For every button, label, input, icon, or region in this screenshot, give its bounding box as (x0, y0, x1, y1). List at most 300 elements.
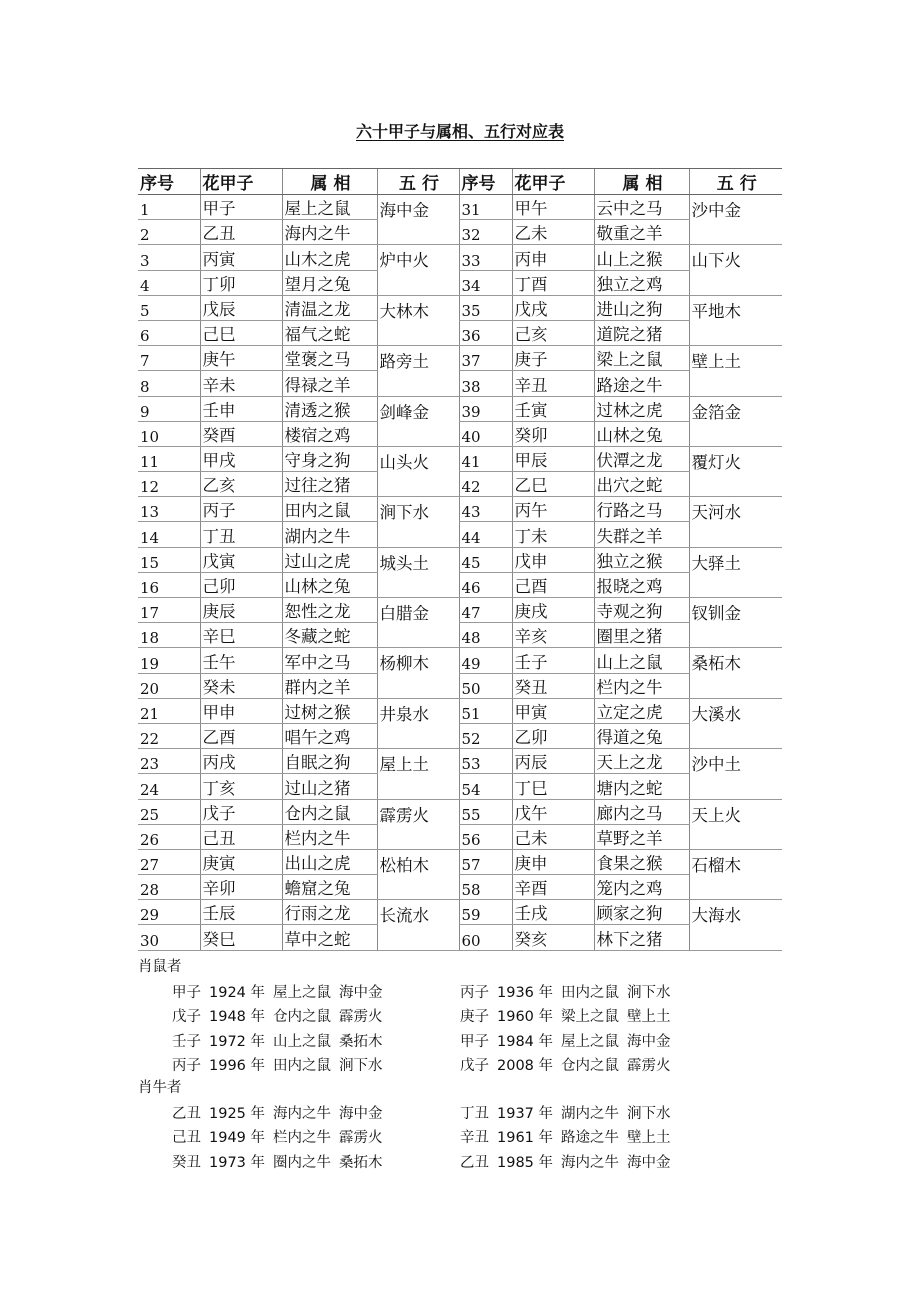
cell-index: 56 (459, 824, 512, 849)
cell-zodiac: 得禄之羊 (282, 371, 377, 396)
cell-element: 炉中火 (377, 245, 459, 295)
cell-element: 平地木 (689, 295, 782, 345)
cell-zodiac: 自眠之狗 (282, 749, 377, 774)
cell-index: 23 (138, 749, 200, 774)
cell-element: 沙中土 (689, 749, 782, 799)
entry-zodiac: 田内之鼠 (273, 1057, 332, 1074)
cell-element: 石榴木 (689, 849, 782, 899)
entry-element: 霹雳火 (627, 1057, 671, 1074)
entry-ganzhi: 丙子 (172, 1057, 201, 1074)
entry-element: 壁上土 (627, 1130, 671, 1147)
cell-index: 40 (459, 421, 512, 446)
cell-index: 20 (138, 673, 200, 698)
cell-zodiac: 山上之鼠 (594, 648, 689, 673)
cell-element: 大林木 (377, 295, 459, 345)
table-row (138, 673, 782, 698)
cell-index: 36 (459, 320, 512, 345)
entry-ganzhi: 丙子 (460, 985, 489, 1001)
entry-ganzhi: 丁丑 (460, 1106, 489, 1122)
entry-year: 1925 年 (209, 1106, 266, 1122)
cell-zodiac: 出山之虎 (282, 849, 377, 874)
year-entry (460, 1126, 679, 1147)
cell-zodiac: 独立之鸡 (594, 270, 689, 295)
cell-ganzhi: 乙丑 (200, 220, 282, 245)
cell-index: 27 (138, 849, 200, 874)
cell-index: 38 (459, 371, 512, 396)
entry-zodiac: 仓内之鼠 (561, 1057, 620, 1074)
cell-ganzhi: 甲寅 (512, 698, 594, 723)
cell-ganzhi: 壬寅 (512, 396, 594, 421)
cell-ganzhi: 甲申 (200, 698, 282, 723)
entry-year: 1972 年 (209, 1033, 266, 1050)
cell-element: 山下火 (689, 245, 782, 295)
cell-index: 30 (138, 925, 200, 950)
cell-zodiac: 屋上之鼠 (282, 195, 377, 220)
cell-ganzhi: 庚午 (200, 346, 282, 371)
table-row (138, 195, 782, 220)
cell-ganzhi: 癸酉 (200, 421, 282, 446)
entry-ganzhi: 戊子 (172, 1009, 201, 1026)
cell-ganzhi: 己丑 (200, 824, 282, 849)
cell-index: 24 (138, 774, 200, 799)
entry-element: 桑拓木 (339, 1154, 383, 1171)
section-heading: 肖牛者 (138, 1080, 182, 1096)
entry-element: 海中金 (339, 1106, 383, 1122)
cell-zodiac: 守身之狗 (282, 446, 377, 471)
cell-zodiac: 田内之鼠 (282, 497, 377, 522)
cell-element: 剑峰金 (377, 396, 459, 446)
cell-index: 1 (138, 195, 200, 220)
cell-zodiac: 过树之猴 (282, 698, 377, 723)
cell-ganzhi: 辛巳 (200, 623, 282, 648)
cell-index: 9 (138, 396, 200, 421)
cell-ganzhi: 戊寅 (200, 547, 282, 572)
entry-zodiac: 屋上之鼠 (561, 1033, 620, 1050)
cell-index: 41 (459, 446, 512, 471)
table-row (138, 396, 782, 421)
cell-index: 43 (459, 497, 512, 522)
cell-zodiac: 廊内之马 (594, 799, 689, 824)
cell-ganzhi: 丁未 (512, 522, 594, 547)
cell-element: 白腊金 (377, 598, 459, 648)
cell-index: 35 (459, 295, 512, 320)
table-row (138, 849, 782, 874)
cell-element: 沙中金 (689, 195, 782, 245)
cell-ganzhi: 丙戌 (200, 749, 282, 774)
cell-index: 15 (138, 547, 200, 572)
entry-zodiac: 栏内之牛 (273, 1130, 332, 1147)
cell-index: 46 (459, 572, 512, 597)
cell-zodiac: 寺观之狗 (594, 598, 689, 623)
entry-element: 霹雳火 (339, 1009, 383, 1026)
entry-zodiac: 屋上之鼠 (273, 985, 332, 1001)
cell-zodiac: 塘内之蛇 (594, 774, 689, 799)
cell-zodiac: 群内之羊 (282, 673, 377, 698)
table-row (138, 925, 782, 950)
cell-ganzhi: 癸巳 (200, 925, 282, 950)
table-row (138, 824, 782, 849)
cell-index: 37 (459, 346, 512, 371)
entry-ganzhi: 癸丑 (172, 1154, 201, 1171)
cell-ganzhi: 乙酉 (200, 723, 282, 748)
cell-element: 天上火 (689, 799, 782, 849)
header-zodiac: 属 相 (282, 169, 377, 195)
year-entry (172, 1054, 391, 1075)
cell-index: 6 (138, 320, 200, 345)
cell-index: 55 (459, 799, 512, 824)
cell-index: 45 (459, 547, 512, 572)
cell-index: 3 (138, 245, 200, 270)
cell-zodiac: 食果之猴 (594, 849, 689, 874)
cell-index: 19 (138, 648, 200, 673)
cell-ganzhi: 戊午 (512, 799, 594, 824)
cell-element: 山头火 (377, 446, 459, 496)
table-row (138, 572, 782, 597)
cell-zodiac: 圈里之猪 (594, 623, 689, 648)
cell-ganzhi: 辛亥 (512, 623, 594, 648)
cell-zodiac: 出穴之蛇 (594, 472, 689, 497)
cell-zodiac: 清温之龙 (282, 295, 377, 320)
table-row (138, 320, 782, 345)
year-entry (172, 1005, 391, 1026)
cell-zodiac: 唱午之鸡 (282, 723, 377, 748)
cell-index: 42 (459, 472, 512, 497)
cell-ganzhi: 己卯 (200, 572, 282, 597)
cell-index: 10 (138, 421, 200, 446)
year-entry (172, 1102, 391, 1123)
cell-zodiac: 山木之虎 (282, 245, 377, 270)
cell-element: 霹雳火 (377, 799, 459, 849)
cell-index: 33 (459, 245, 512, 270)
cell-ganzhi: 乙卯 (512, 723, 594, 748)
year-entry (460, 1102, 679, 1123)
entry-year: 2008 年 (497, 1057, 554, 1074)
cell-index: 47 (459, 598, 512, 623)
cell-zodiac: 报晓之鸡 (594, 572, 689, 597)
cell-zodiac: 栏内之牛 (282, 824, 377, 849)
cell-index: 28 (138, 875, 200, 900)
cell-zodiac: 立定之虎 (594, 698, 689, 723)
cell-zodiac: 冬藏之蛇 (282, 623, 377, 648)
table-row (138, 270, 782, 295)
cell-zodiac: 楼宿之鸡 (282, 421, 377, 446)
cell-zodiac: 福气之蛇 (282, 320, 377, 345)
cell-index: 5 (138, 295, 200, 320)
table-row (138, 245, 782, 270)
cell-zodiac: 行路之马 (594, 497, 689, 522)
entry-ganzhi: 庚子 (460, 1009, 489, 1026)
year-entry (172, 1151, 391, 1172)
table-row (138, 497, 782, 522)
cell-zodiac: 山林之兔 (282, 572, 377, 597)
table-row (138, 346, 782, 371)
cell-ganzhi: 乙亥 (200, 472, 282, 497)
entry-element: 桑拓木 (339, 1033, 383, 1050)
cell-index: 11 (138, 446, 200, 471)
cell-index: 4 (138, 270, 200, 295)
table-header-row (138, 169, 782, 195)
table-row (138, 774, 782, 799)
cell-zodiac: 路途之牛 (594, 371, 689, 396)
cell-ganzhi: 庚申 (512, 849, 594, 874)
cell-zodiac: 草野之羊 (594, 824, 689, 849)
cell-zodiac: 清透之猴 (282, 396, 377, 421)
header-index: 序号 (459, 169, 512, 195)
cell-index: 25 (138, 799, 200, 824)
table-row (138, 799, 782, 824)
entry-zodiac: 山上之鼠 (273, 1033, 332, 1050)
table-row (138, 472, 782, 497)
cell-index: 49 (459, 648, 512, 673)
entry-year: 1924 年 (209, 985, 266, 1001)
table-row (138, 598, 782, 623)
cell-element: 天河水 (689, 497, 782, 547)
cell-zodiac: 进山之狗 (594, 295, 689, 320)
table-row (138, 220, 782, 245)
cell-zodiac: 山林之兔 (594, 421, 689, 446)
table-row (138, 421, 782, 446)
cell-element: 大海水 (689, 900, 782, 950)
cell-ganzhi: 壬子 (512, 648, 594, 673)
entry-element: 霹雳火 (339, 1130, 383, 1147)
header-element: 五 行 (377, 169, 459, 195)
table-row (138, 623, 782, 648)
cell-index: 14 (138, 522, 200, 547)
cell-index: 26 (138, 824, 200, 849)
cell-zodiac: 失群之羊 (594, 522, 689, 547)
cell-index: 32 (459, 220, 512, 245)
entry-ganzhi: 甲子 (460, 1033, 489, 1050)
header-index: 序号 (138, 169, 200, 195)
cell-ganzhi: 甲辰 (512, 446, 594, 471)
table-row (138, 900, 782, 925)
entry-zodiac: 湖内之牛 (561, 1106, 620, 1122)
table-row (138, 547, 782, 572)
cell-ganzhi: 己酉 (512, 572, 594, 597)
cell-ganzhi: 丁酉 (512, 270, 594, 295)
cell-ganzhi: 壬申 (200, 396, 282, 421)
entry-zodiac: 路途之牛 (561, 1130, 620, 1147)
cell-index: 21 (138, 698, 200, 723)
table-row (138, 371, 782, 396)
header-ganzhi: 花甲子 (200, 169, 282, 195)
year-entry (460, 981, 679, 1002)
entry-year: 1984 年 (497, 1033, 554, 1050)
cell-ganzhi: 己亥 (512, 320, 594, 345)
table-row (138, 749, 782, 774)
cell-index: 48 (459, 623, 512, 648)
cell-ganzhi: 庚辰 (200, 598, 282, 623)
table-row (138, 295, 782, 320)
cell-zodiac: 草中之蛇 (282, 925, 377, 950)
cell-ganzhi: 丁卯 (200, 270, 282, 295)
cell-index: 7 (138, 346, 200, 371)
cell-zodiac: 梁上之鼠 (594, 346, 689, 371)
cell-ganzhi: 甲午 (512, 195, 594, 220)
cell-zodiac: 独立之猴 (594, 547, 689, 572)
entry-year: 1960 年 (497, 1009, 554, 1026)
cell-element: 杨柳木 (377, 648, 459, 698)
cell-element: 桑柘木 (689, 648, 782, 698)
cell-index: 39 (459, 396, 512, 421)
cell-index: 34 (459, 270, 512, 295)
entry-ganzhi: 乙丑 (172, 1106, 201, 1122)
cell-zodiac: 伏潭之龙 (594, 446, 689, 471)
cell-element: 涧下水 (377, 497, 459, 547)
cell-zodiac: 过山之虎 (282, 547, 377, 572)
cell-ganzhi: 壬午 (200, 648, 282, 673)
sexagenary-table (138, 168, 782, 951)
cell-ganzhi: 己巳 (200, 320, 282, 345)
cell-ganzhi: 庚子 (512, 346, 594, 371)
cell-ganzhi: 丙申 (512, 245, 594, 270)
cell-zodiac: 海内之牛 (282, 220, 377, 245)
cell-zodiac: 湖内之牛 (282, 522, 377, 547)
cell-element: 金箔金 (689, 396, 782, 446)
cell-zodiac: 仓内之鼠 (282, 799, 377, 824)
cell-ganzhi: 乙巳 (512, 472, 594, 497)
cell-element: 壁上土 (689, 346, 782, 396)
entry-year: 1996 年 (209, 1057, 266, 1074)
cell-index: 13 (138, 497, 200, 522)
cell-index: 31 (459, 195, 512, 220)
entry-element: 涧下水 (627, 985, 671, 1001)
entry-zodiac: 田内之鼠 (561, 985, 620, 1001)
year-entry (460, 1151, 679, 1172)
cell-ganzhi: 庚戌 (512, 598, 594, 623)
cell-element: 长流水 (377, 900, 459, 950)
table-row (138, 648, 782, 673)
cell-element: 大驿土 (689, 547, 782, 597)
cell-ganzhi: 甲戌 (200, 446, 282, 471)
cell-index: 2 (138, 220, 200, 245)
cell-zodiac: 顾家之狗 (594, 900, 689, 925)
cell-zodiac: 敬重之羊 (594, 220, 689, 245)
table-row (138, 522, 782, 547)
cell-element: 屋上土 (377, 749, 459, 799)
cell-ganzhi: 辛卯 (200, 875, 282, 900)
table-row (138, 723, 782, 748)
entry-zodiac: 圈内之牛 (273, 1154, 332, 1171)
cell-element: 大溪水 (689, 698, 782, 748)
cell-zodiac: 得道之兔 (594, 723, 689, 748)
header-ganzhi: 花甲子 (512, 169, 594, 195)
cell-index: 52 (459, 723, 512, 748)
cell-ganzhi: 壬辰 (200, 900, 282, 925)
entry-ganzhi: 甲子 (172, 985, 201, 1001)
entry-ganzhi: 辛丑 (460, 1130, 489, 1147)
cell-ganzhi: 丁巳 (512, 774, 594, 799)
header-element: 五 行 (689, 169, 782, 195)
year-entry (460, 1030, 679, 1051)
cell-index: 22 (138, 723, 200, 748)
entry-element: 海中金 (627, 1154, 671, 1171)
cell-ganzhi: 壬戌 (512, 900, 594, 925)
entry-element: 壁上土 (627, 1009, 671, 1026)
cell-ganzhi: 丙子 (200, 497, 282, 522)
cell-zodiac: 山上之猴 (594, 245, 689, 270)
cell-element: 松柏木 (377, 849, 459, 899)
cell-zodiac: 天上之龙 (594, 749, 689, 774)
cell-index: 51 (459, 698, 512, 723)
year-entry (172, 1126, 391, 1147)
cell-ganzhi: 戊申 (512, 547, 594, 572)
entry-ganzhi: 己丑 (172, 1130, 201, 1147)
cell-index: 16 (138, 572, 200, 597)
cell-zodiac: 恕性之龙 (282, 598, 377, 623)
cell-index: 29 (138, 900, 200, 925)
cell-zodiac: 笼内之鸡 (594, 875, 689, 900)
cell-index: 57 (459, 849, 512, 874)
cell-ganzhi: 癸亥 (512, 925, 594, 950)
cell-index: 44 (459, 522, 512, 547)
cell-element: 井泉水 (377, 698, 459, 748)
cell-element: 覆灯火 (689, 446, 782, 496)
table-row (138, 698, 782, 723)
entry-year: 1949 年 (209, 1130, 266, 1147)
cell-zodiac: 蟾窟之兔 (282, 875, 377, 900)
cell-index: 8 (138, 371, 200, 396)
year-entry (460, 1054, 679, 1075)
cell-ganzhi: 辛未 (200, 371, 282, 396)
cell-ganzhi: 癸卯 (512, 421, 594, 446)
cell-ganzhi: 戊子 (200, 799, 282, 824)
year-entry (172, 1030, 391, 1051)
cell-ganzhi: 丙辰 (512, 749, 594, 774)
entry-zodiac: 仓内之鼠 (273, 1009, 332, 1026)
cell-index: 59 (459, 900, 512, 925)
year-entry (172, 981, 391, 1002)
entry-ganzhi: 壬子 (172, 1033, 201, 1050)
cell-ganzhi: 丁亥 (200, 774, 282, 799)
cell-ganzhi: 癸未 (200, 673, 282, 698)
cell-ganzhi: 辛丑 (512, 371, 594, 396)
cell-ganzhi: 己未 (512, 824, 594, 849)
cell-zodiac: 云中之马 (594, 195, 689, 220)
cell-ganzhi: 甲子 (200, 195, 282, 220)
cell-ganzhi: 丙寅 (200, 245, 282, 270)
cell-zodiac: 行雨之龙 (282, 900, 377, 925)
cell-element: 城头土 (377, 547, 459, 597)
entry-zodiac: 海内之牛 (561, 1154, 620, 1171)
section-heading: 肖鼠者 (138, 959, 182, 975)
entry-ganzhi: 乙丑 (460, 1154, 489, 1171)
cell-zodiac: 望月之兔 (282, 270, 377, 295)
cell-index: 58 (459, 875, 512, 900)
cell-zodiac: 林下之猪 (594, 925, 689, 950)
cell-element: 钗钏金 (689, 598, 782, 648)
page-title: 六十甲子与属相、五行对应表 (355, 122, 564, 141)
entry-year: 1948 年 (209, 1009, 266, 1026)
cell-ganzhi: 乙未 (512, 220, 594, 245)
cell-ganzhi: 丁丑 (200, 522, 282, 547)
entry-year: 1937 年 (497, 1106, 554, 1122)
cell-zodiac: 堂褒之马 (282, 346, 377, 371)
entry-zodiac: 梁上之鼠 (561, 1009, 620, 1026)
cell-index: 18 (138, 623, 200, 648)
cell-zodiac: 道院之猪 (594, 320, 689, 345)
entry-year: 1985 年 (497, 1154, 554, 1171)
cell-ganzhi: 戊戌 (512, 295, 594, 320)
cell-ganzhi: 癸丑 (512, 673, 594, 698)
entry-year: 1961 年 (497, 1130, 554, 1147)
entry-element: 海中金 (627, 1033, 671, 1050)
cell-index: 53 (459, 749, 512, 774)
cell-index: 12 (138, 472, 200, 497)
entry-ganzhi: 戊子 (460, 1057, 489, 1074)
cell-zodiac: 过山之猪 (282, 774, 377, 799)
table-row (138, 446, 782, 471)
